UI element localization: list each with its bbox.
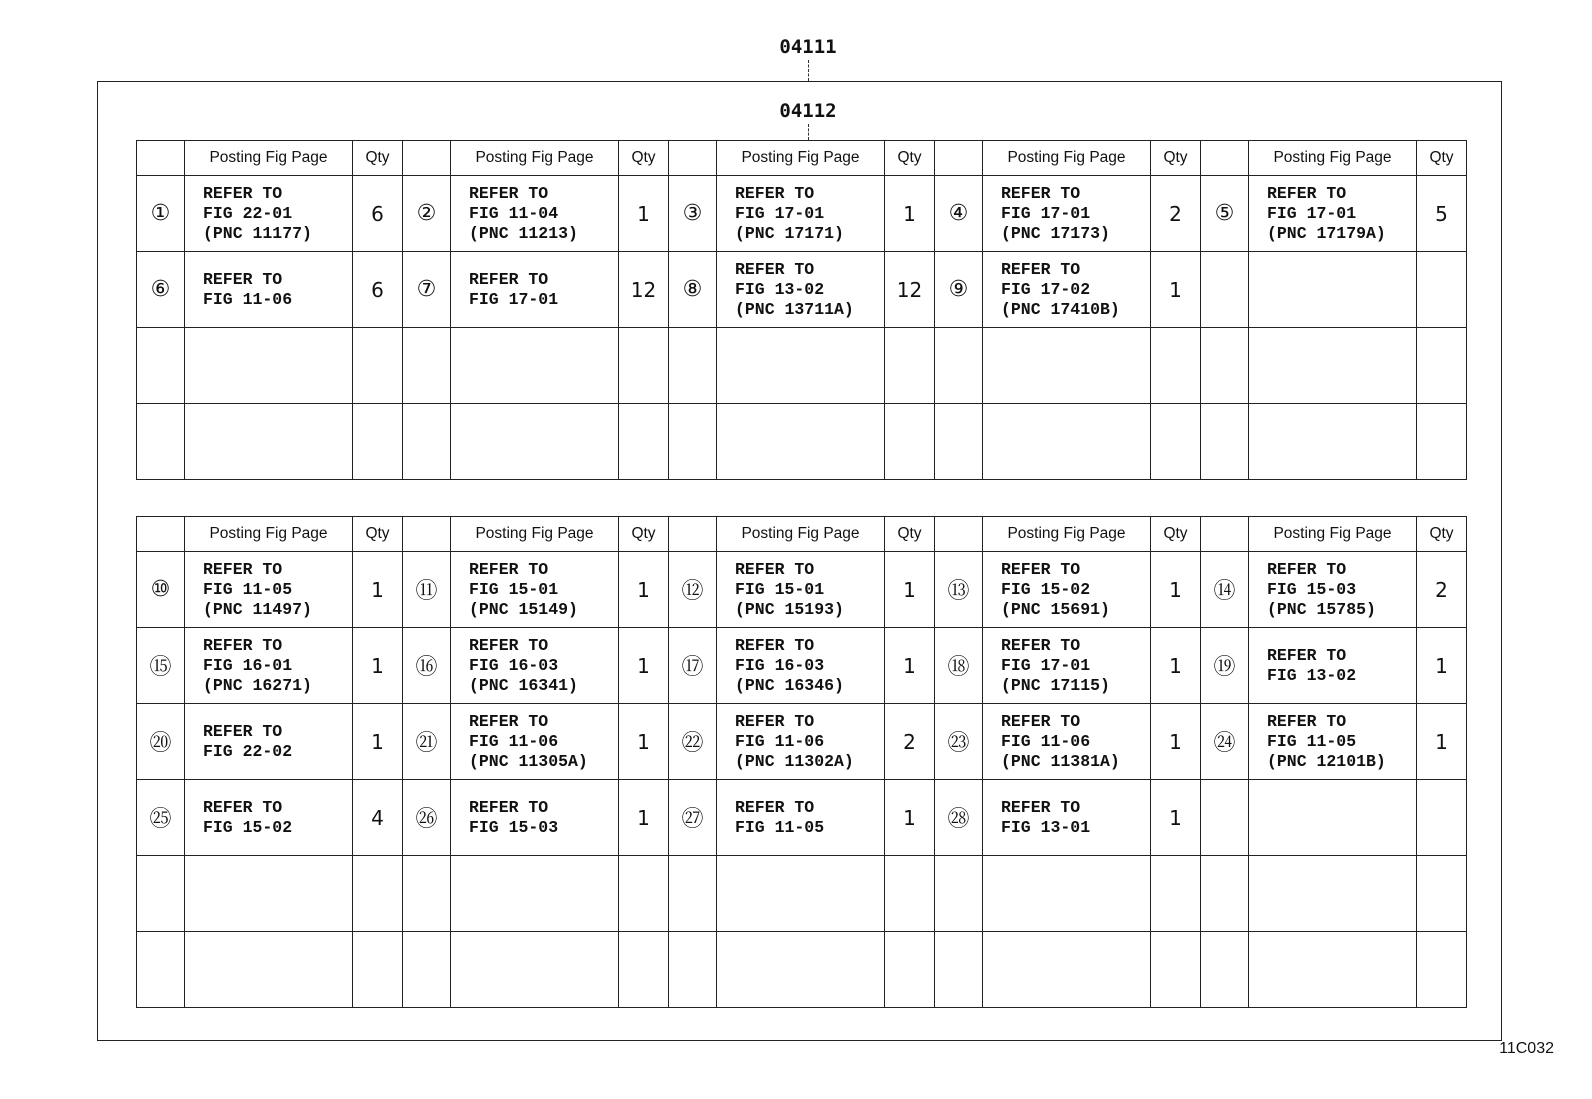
reference-text: REFER TO FIG 11-06 (PNC 11381A) <box>983 704 1151 780</box>
quantity: 1 <box>885 628 935 704</box>
header-index-cell <box>669 517 717 552</box>
item-number: ⑱ <box>935 628 983 704</box>
header-qty: Qty <box>1151 141 1201 176</box>
reference-text <box>983 856 1151 932</box>
quantity <box>619 328 669 404</box>
header-row <box>137 141 1467 176</box>
quantity: 1 <box>1417 628 1467 704</box>
header-qty: Qty <box>885 517 935 552</box>
reference-text <box>983 328 1151 404</box>
item-number <box>669 932 717 1008</box>
item-number: ⑳ <box>137 704 185 780</box>
reference-text <box>185 328 353 404</box>
item-number: ⑧ <box>669 252 717 328</box>
item-number <box>137 404 185 480</box>
header-index-cell <box>403 141 451 176</box>
item-number: ⑯ <box>403 628 451 704</box>
quantity: 1 <box>353 704 403 780</box>
quantity: 1 <box>353 552 403 628</box>
reference-text: REFER TO FIG 22-01 (PNC 11177) <box>185 176 353 252</box>
header-qty: Qty <box>1151 517 1201 552</box>
reference-text <box>717 404 885 480</box>
item-number: ㉓ <box>935 704 983 780</box>
header-index-cell <box>137 517 185 552</box>
table-row <box>137 628 1467 704</box>
reference-text <box>717 328 885 404</box>
quantity <box>353 328 403 404</box>
reference-text: REFER TO FIG 15-03 (PNC 15785) <box>1249 552 1417 628</box>
quantity: 1 <box>885 176 935 252</box>
outer-leader-line <box>808 60 809 81</box>
quantity: 2 <box>885 704 935 780</box>
inner-leader-line <box>808 124 809 140</box>
item-number: ② <box>403 176 451 252</box>
item-number: ③ <box>669 176 717 252</box>
item-number <box>935 328 983 404</box>
item-number: ㉖ <box>403 780 451 856</box>
item-number: ⑥ <box>137 252 185 328</box>
quantity <box>1151 404 1201 480</box>
header-index-cell <box>935 517 983 552</box>
quantity <box>619 404 669 480</box>
reference-text <box>451 932 619 1008</box>
quantity <box>1417 404 1467 480</box>
item-number <box>1201 932 1249 1008</box>
header-posting-fig-page: Posting Fig Page <box>717 517 885 552</box>
quantity <box>619 856 669 932</box>
item-number <box>137 856 185 932</box>
item-number: ⑰ <box>669 628 717 704</box>
quantity: 1 <box>1151 704 1201 780</box>
quantity <box>619 932 669 1008</box>
item-number <box>403 404 451 480</box>
item-number <box>1201 328 1249 404</box>
header-qty: Qty <box>353 517 403 552</box>
quantity: 1 <box>619 552 669 628</box>
header-qty: Qty <box>619 517 669 552</box>
reference-text: REFER TO FIG 11-06 (PNC 11302A) <box>717 704 885 780</box>
item-number: ⑪ <box>403 552 451 628</box>
quantity: 1 <box>619 780 669 856</box>
item-number <box>403 932 451 1008</box>
reference-text: REFER TO FIG 11-05 (PNC 11497) <box>185 552 353 628</box>
item-number: ㉒ <box>669 704 717 780</box>
item-number: ⑨ <box>935 252 983 328</box>
item-number <box>1201 856 1249 932</box>
item-number <box>669 328 717 404</box>
reference-text <box>983 932 1151 1008</box>
quantity: 4 <box>353 780 403 856</box>
header-qty: Qty <box>353 141 403 176</box>
reference-text: REFER TO FIG 17-02 (PNC 17410B) <box>983 252 1151 328</box>
inner-assembly-label: 04112 <box>779 100 837 122</box>
reference-text: REFER TO FIG 17-01 (PNC 17171) <box>717 176 885 252</box>
table-row <box>137 176 1467 252</box>
header-index-cell <box>403 517 451 552</box>
quantity: 12 <box>885 252 935 328</box>
header-index-cell <box>669 141 717 176</box>
item-number: ④ <box>935 176 983 252</box>
item-number <box>935 932 983 1008</box>
parts-table-1 <box>136 140 1467 480</box>
reference-text: REFER TO FIG 11-06 (PNC 11305A) <box>451 704 619 780</box>
header-posting-fig-page: Posting Fig Page <box>717 141 885 176</box>
reference-text: REFER TO FIG 13-02 <box>1249 628 1417 704</box>
item-number: ⑲ <box>1201 628 1249 704</box>
reference-text: REFER TO FIG 15-01 (PNC 15193) <box>717 552 885 628</box>
item-number <box>669 404 717 480</box>
quantity <box>885 404 935 480</box>
quantity <box>885 932 935 1008</box>
item-number: ① <box>137 176 185 252</box>
outer-assembly-label: 04111 <box>779 36 837 58</box>
reference-text: REFER TO FIG 17-01 (PNC 17115) <box>983 628 1151 704</box>
quantity: 1 <box>885 552 935 628</box>
reference-text <box>1249 252 1417 328</box>
reference-text: REFER TO FIG 13-01 <box>983 780 1151 856</box>
item-number: ⑮ <box>137 628 185 704</box>
quantity <box>885 856 935 932</box>
quantity: 1 <box>619 628 669 704</box>
item-number: ⑫ <box>669 552 717 628</box>
quantity <box>885 328 935 404</box>
reference-text <box>717 856 885 932</box>
item-number <box>137 328 185 404</box>
header-index-cell <box>1201 141 1249 176</box>
header-posting-fig-page: Posting Fig Page <box>451 141 619 176</box>
item-number: ㉘ <box>935 780 983 856</box>
table-row <box>137 252 1467 328</box>
header-qty: Qty <box>619 141 669 176</box>
reference-text: REFER TO FIG 11-04 (PNC 11213) <box>451 176 619 252</box>
figure-code: 11C032 <box>1499 1040 1554 1057</box>
quantity: 1 <box>1151 780 1201 856</box>
item-number <box>1201 780 1249 856</box>
table-row <box>137 856 1467 932</box>
item-number: ⑦ <box>403 252 451 328</box>
reference-text: REFER TO FIG 17-01 (PNC 17173) <box>983 176 1151 252</box>
table-row <box>137 328 1467 404</box>
reference-text <box>1249 404 1417 480</box>
quantity <box>353 932 403 1008</box>
quantity: 1 <box>1151 252 1201 328</box>
table-row <box>137 552 1467 628</box>
reference-text <box>185 932 353 1008</box>
quantity <box>1151 328 1201 404</box>
quantity: 1 <box>353 628 403 704</box>
table-row <box>137 404 1467 480</box>
header-posting-fig-page: Posting Fig Page <box>983 141 1151 176</box>
header-index-cell <box>137 141 185 176</box>
reference-text: REFER TO FIG 15-01 (PNC 15149) <box>451 552 619 628</box>
reference-text <box>451 328 619 404</box>
reference-text: REFER TO FIG 15-02 (PNC 15691) <box>983 552 1151 628</box>
header-posting-fig-page: Posting Fig Page <box>1249 141 1417 176</box>
header-row <box>137 517 1467 552</box>
reference-text: REFER TO FIG 16-01 (PNC 16271) <box>185 628 353 704</box>
item-number <box>137 932 185 1008</box>
quantity: 1 <box>1151 628 1201 704</box>
item-number <box>403 328 451 404</box>
header-qty: Qty <box>1417 517 1467 552</box>
reference-text: REFER TO FIG 15-02 <box>185 780 353 856</box>
table-row <box>137 704 1467 780</box>
quantity: 12 <box>619 252 669 328</box>
reference-text <box>983 404 1151 480</box>
reference-text: REFER TO FIG 17-01 <box>451 252 619 328</box>
item-number: ⑤ <box>1201 176 1249 252</box>
quantity <box>353 856 403 932</box>
quantity: 5 <box>1417 176 1467 252</box>
reference-text: REFER TO FIG 17-01 (PNC 17179A) <box>1249 176 1417 252</box>
header-index-cell <box>935 141 983 176</box>
item-number <box>1201 252 1249 328</box>
reference-text: REFER TO FIG 16-03 (PNC 16346) <box>717 628 885 704</box>
header-posting-fig-page: Posting Fig Page <box>1249 517 1417 552</box>
quantity <box>1417 932 1467 1008</box>
reference-text: REFER TO FIG 11-05 <box>717 780 885 856</box>
reference-text: REFER TO FIG 11-05 (PNC 12101B) <box>1249 704 1417 780</box>
reference-text: REFER TO FIG 11-06 <box>185 252 353 328</box>
item-number: ⑬ <box>935 552 983 628</box>
reference-text <box>1249 328 1417 404</box>
quantity <box>1151 856 1201 932</box>
item-number <box>935 404 983 480</box>
quantity: 1 <box>619 704 669 780</box>
quantity: 2 <box>1151 176 1201 252</box>
item-number: ⑩ <box>137 552 185 628</box>
quantity: 6 <box>353 252 403 328</box>
reference-text <box>451 856 619 932</box>
reference-text: REFER TO FIG 22-02 <box>185 704 353 780</box>
header-qty: Qty <box>1417 141 1467 176</box>
table-row <box>137 780 1467 856</box>
reference-text: REFER TO FIG 16-03 (PNC 16341) <box>451 628 619 704</box>
quantity <box>1417 780 1467 856</box>
quantity <box>353 404 403 480</box>
item-number <box>669 856 717 932</box>
quantity <box>1417 328 1467 404</box>
item-number <box>403 856 451 932</box>
reference-text <box>451 404 619 480</box>
quantity: 1 <box>619 176 669 252</box>
quantity: 6 <box>353 176 403 252</box>
quantity <box>1151 932 1201 1008</box>
item-number <box>935 856 983 932</box>
item-number: ⑭ <box>1201 552 1249 628</box>
reference-text: REFER TO FIG 15-03 <box>451 780 619 856</box>
reference-text <box>717 932 885 1008</box>
quantity: 1 <box>885 780 935 856</box>
header-index-cell <box>1201 517 1249 552</box>
header-posting-fig-page: Posting Fig Page <box>185 141 353 176</box>
reference-text <box>1249 780 1417 856</box>
reference-text: REFER TO FIG 13-02 (PNC 13711A) <box>717 252 885 328</box>
parts-table-2 <box>136 516 1467 1008</box>
table-row <box>137 932 1467 1008</box>
reference-text <box>1249 856 1417 932</box>
reference-text <box>185 856 353 932</box>
quantity <box>1417 252 1467 328</box>
quantity: 1 <box>1417 704 1467 780</box>
header-qty: Qty <box>885 141 935 176</box>
header-posting-fig-page: Posting Fig Page <box>451 517 619 552</box>
header-posting-fig-page: Posting Fig Page <box>983 517 1151 552</box>
quantity <box>1417 856 1467 932</box>
item-number: ㉑ <box>403 704 451 780</box>
reference-text <box>185 404 353 480</box>
header-posting-fig-page: Posting Fig Page <box>185 517 353 552</box>
reference-text <box>1249 932 1417 1008</box>
quantity: 1 <box>1151 552 1201 628</box>
quantity: 2 <box>1417 552 1467 628</box>
item-number: ㉔ <box>1201 704 1249 780</box>
item-number <box>1201 404 1249 480</box>
item-number: ㉕ <box>137 780 185 856</box>
item-number: ㉗ <box>669 780 717 856</box>
